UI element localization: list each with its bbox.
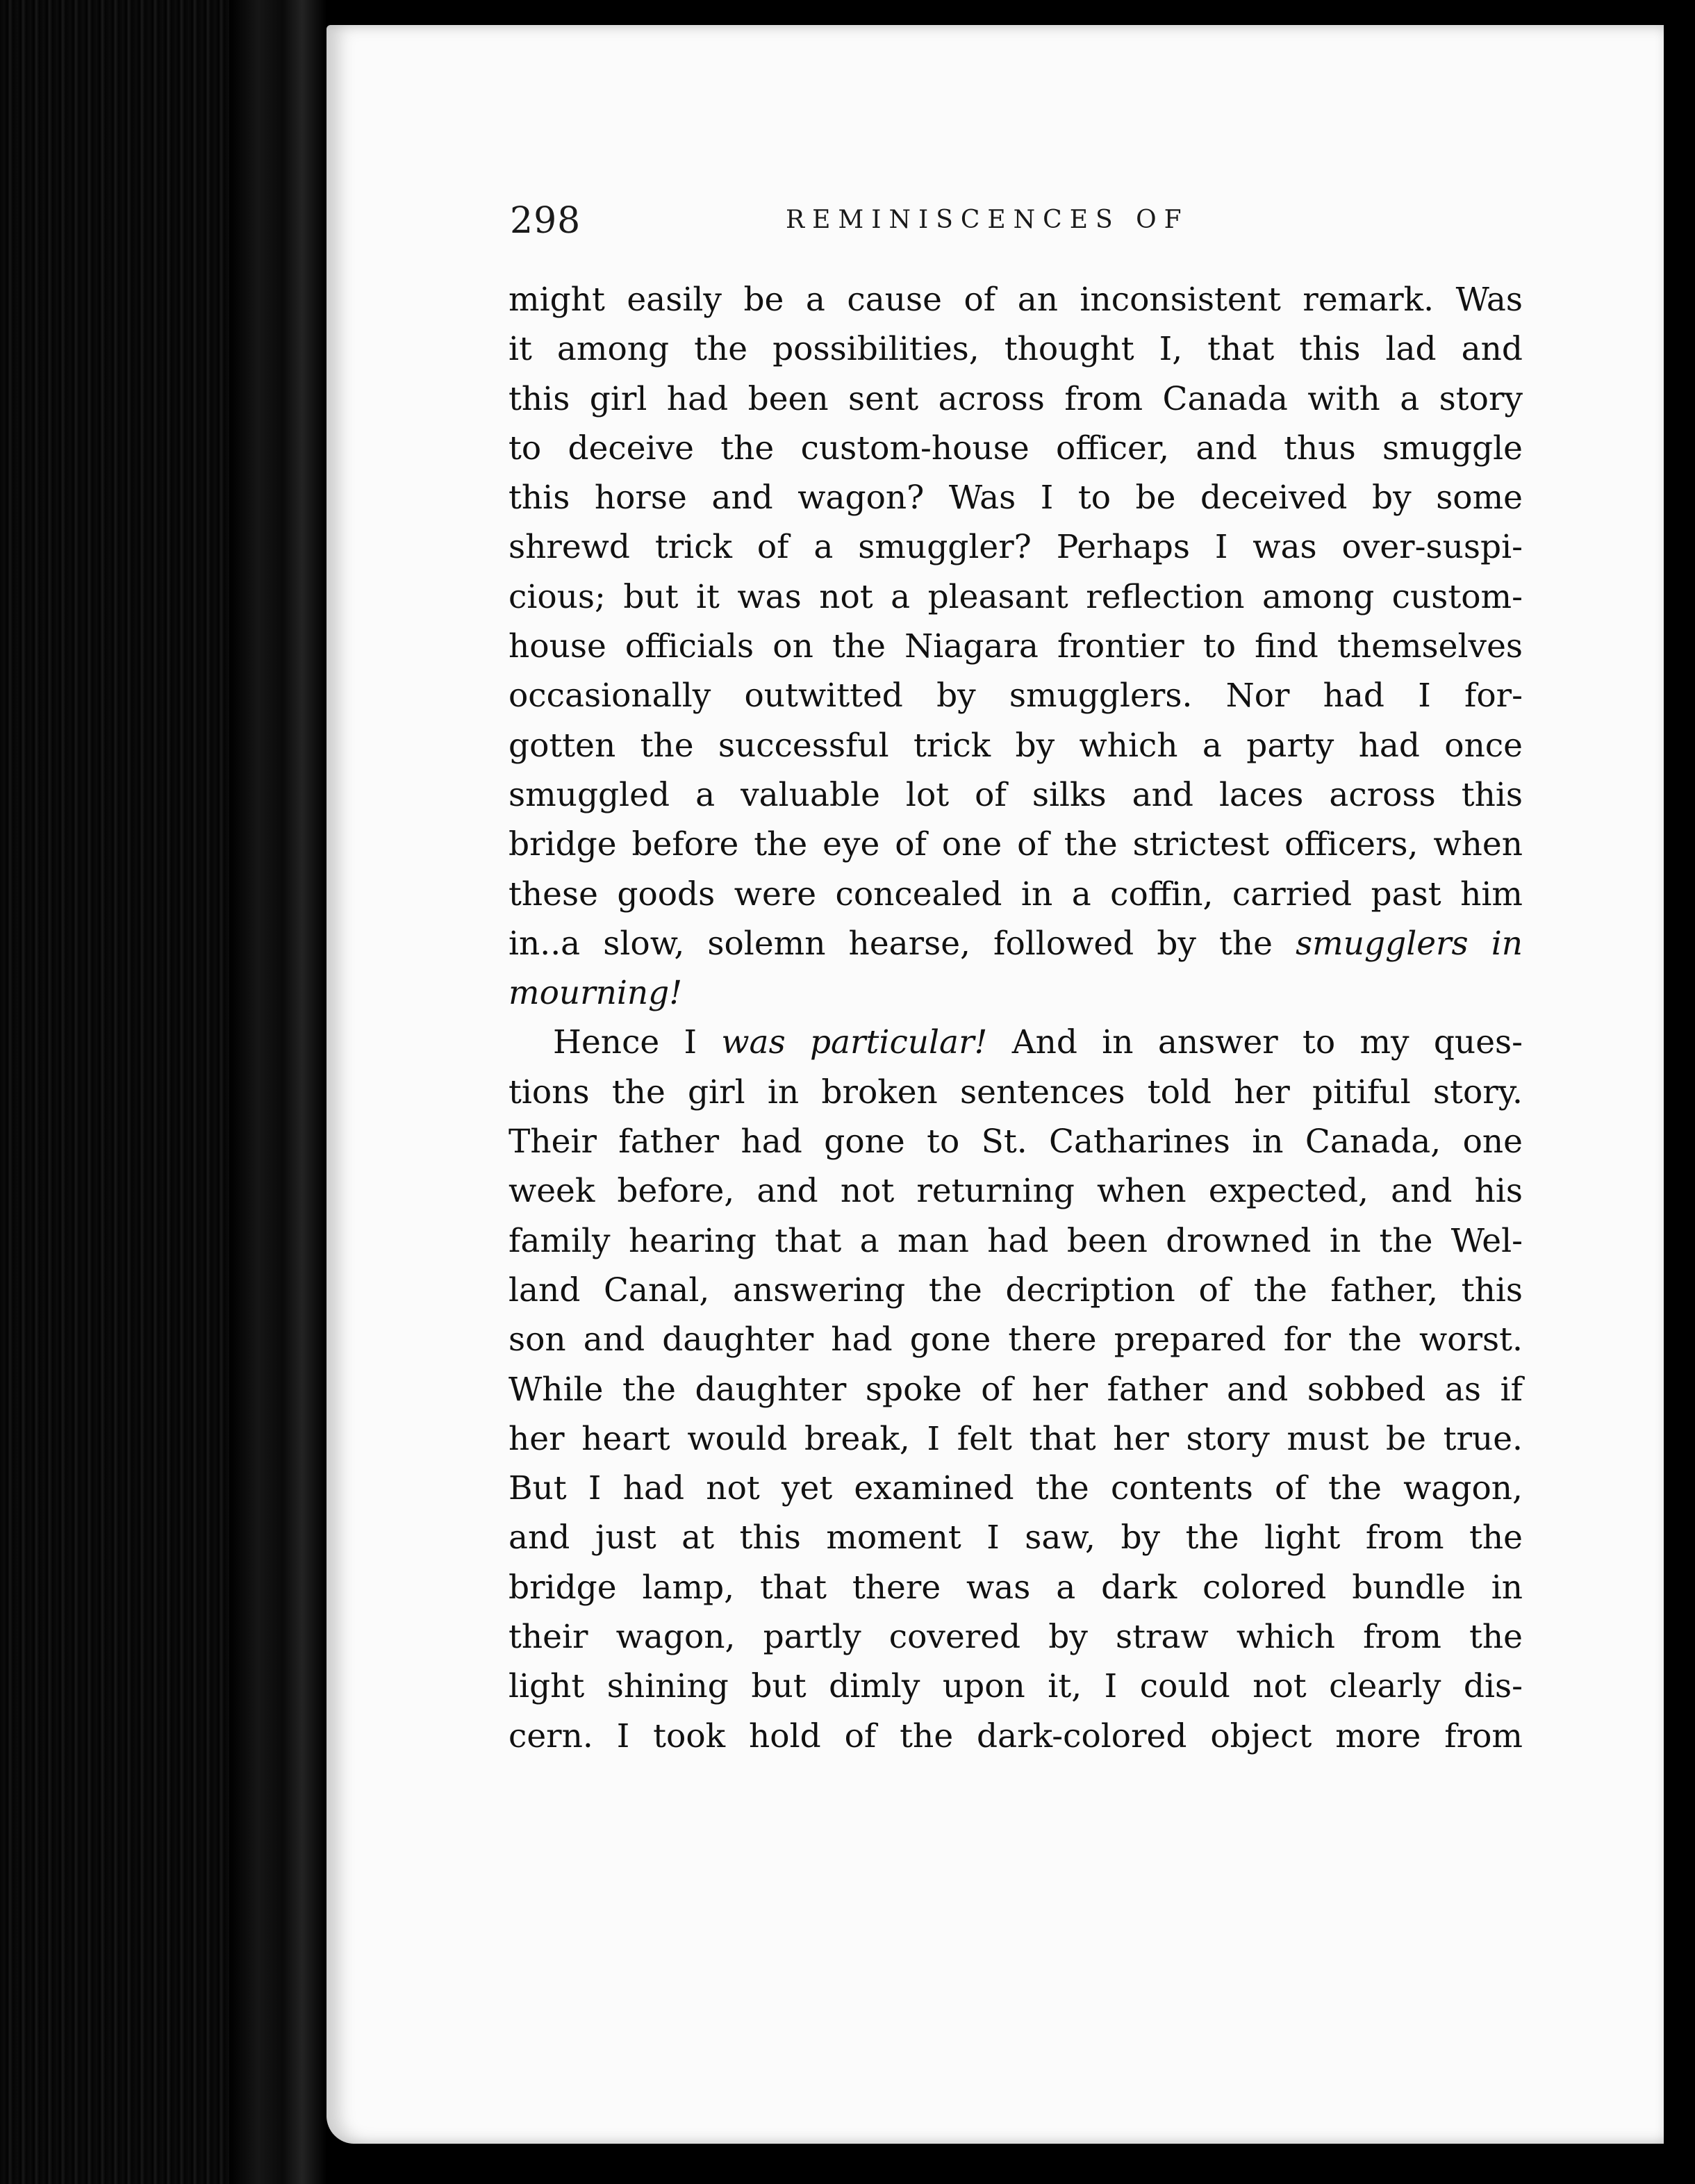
text-line: her heart would break, I felt that her story must be true. — [508, 1419, 1523, 1458]
text-line: occasionally outwitted by smugglers. Nor had I for- — [508, 677, 1523, 715]
text-line: son and daughter had gone there prepared for the worst. — [508, 1321, 1523, 1359]
text-line: might easily be a cause of an inconsistent remark. Was — [508, 281, 1523, 319]
italic-segment: smugglers in — [1296, 924, 1523, 963]
text-line: tions the girl in broken sentences told her pitiful story. — [508, 1073, 1523, 1111]
text-line: their wagon, partly covered by straw which from the — [508, 1618, 1523, 1657]
text-line: gotten the successful trick by which a party had once — [508, 726, 1523, 765]
text-line: cious; but it was not a pleasant reflection among custom- — [508, 577, 1523, 616]
text-line: Their father had gone to St. Catharines in Canada, one — [508, 1123, 1523, 1161]
italic-segment: was particular! — [721, 1023, 988, 1062]
text-line: family hearing that a man had been drowned in the Wel- — [508, 1221, 1523, 1260]
text-line — [508, 968, 1523, 1018]
text-line: land Canal, answering the decription of the father, this — [508, 1271, 1523, 1309]
page-number: 298 — [510, 200, 581, 242]
text-line: But I had not yet examined the contents of the wagon, — [508, 1469, 1523, 1508]
text-line: to deceive the custom-house officer, and thus smuggle — [508, 429, 1523, 468]
body-text — [508, 275, 1523, 1761]
text-line: bridge before the eye of one of the strictest officers, when — [508, 825, 1523, 864]
text-segment: in..a slow, solemn hearse, followed by the — [508, 924, 1296, 963]
text-line: cern. I took hold of the dark-colored object more from — [508, 1716, 1523, 1755]
text-line — [508, 919, 1523, 968]
italic-segment: mourning! — [508, 974, 683, 1013]
paragraph-start-line — [508, 1018, 1523, 1067]
text-line: While the daughter spoke of her father and sobbed as if — [508, 1370, 1523, 1409]
binding-edge — [229, 0, 326, 2184]
text-line: house officials on the Niagara frontier to find themselves — [508, 627, 1523, 666]
text-line: smuggled a valuable lot of silks and laces across this — [508, 775, 1523, 814]
text-segment: And in answer to my ques- — [987, 1023, 1523, 1062]
text-line: bridge lamp, that there was a dark colored bundle in — [508, 1568, 1523, 1607]
text-line: light shining but dimly upon it, I could not clearly dis- — [508, 1667, 1523, 1706]
running-head: REMINISCENCES OF — [786, 206, 1189, 234]
text-line: this horse and wagon? Was I to be deceived by some — [508, 479, 1523, 518]
page-right-edge — [1664, 0, 1695, 2184]
text-line: and just at this moment I saw, by the light from the — [508, 1519, 1523, 1557]
text-segment: Hence I — [553, 1023, 722, 1062]
text-line: it among the possibilities, thought I, that this lad and — [508, 330, 1523, 369]
text-line: shrewd trick of a smuggler? Perhaps I was over-suspi- — [508, 528, 1523, 567]
text-line: this girl had been sent across from Canada with a story — [508, 379, 1523, 418]
text-line: week before, and not returning when expected, and his — [508, 1172, 1523, 1211]
text-line: these goods were concealed in a coffin, carried past him — [508, 875, 1523, 913]
